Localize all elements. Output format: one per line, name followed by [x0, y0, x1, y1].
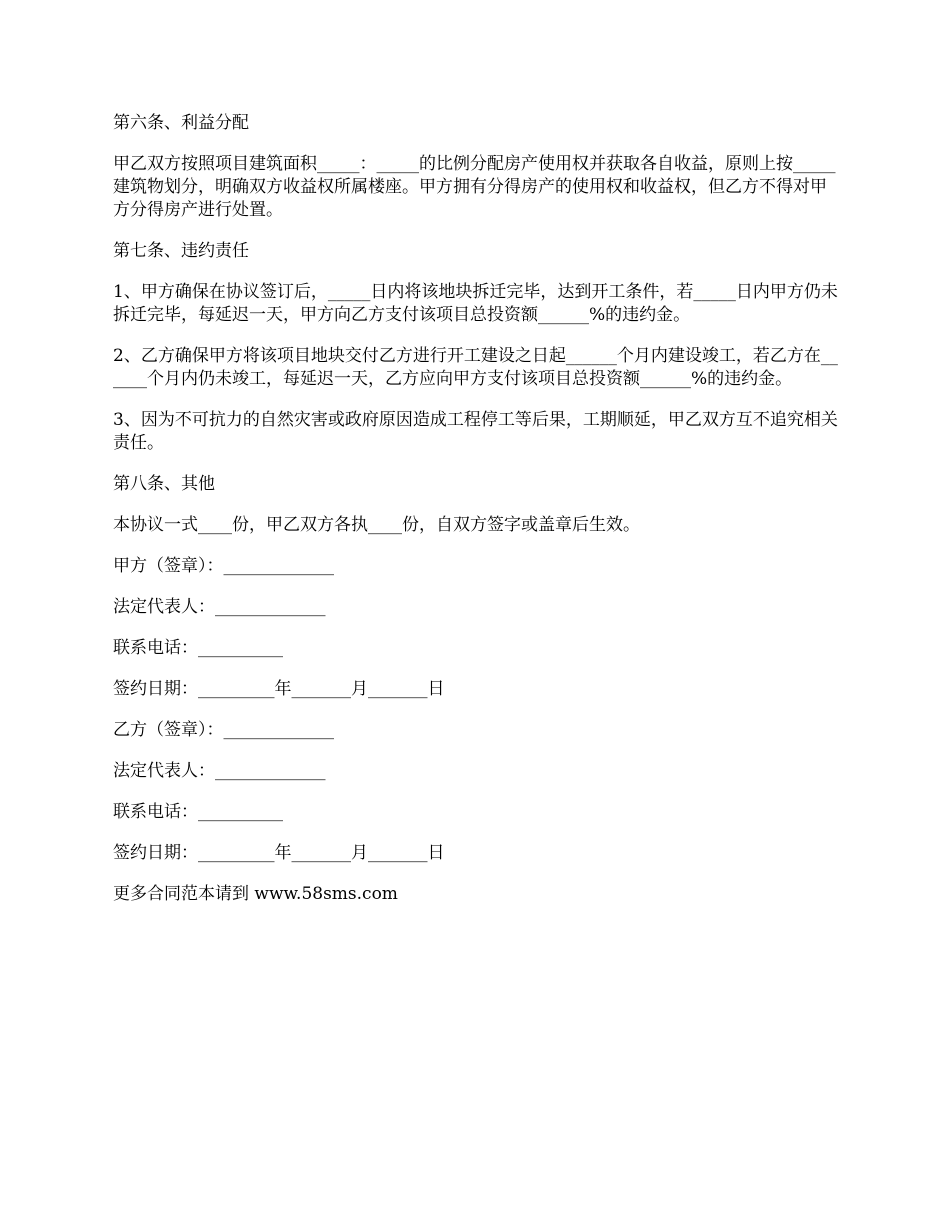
paragraph-profit-distribution: 甲乙双方按照项目建筑面积_____：_____的比例分配房产使用权并获取各自收益，原则上按_____建筑物划分，明确双方收益权所属楼座。甲方拥有分得房产的使用权和收益权，但乙方不得对甲方分得房产进行处置。: [113, 154, 836, 220]
section-heading-8: 第八条、其他: [113, 474, 215, 494]
paragraph-breach-3: 3、因为不可抗力的自然灾害或政府原因造成工程停工等后果，工期顺延，甲乙双方互不追究相关责任。: [113, 410, 838, 453]
party-a-legal-rep-line: 法定代表人：_____________: [113, 597, 326, 617]
paragraph-copies: 本协议一式____份，甲乙双方各执____份，自双方签字或盖章后生效。: [113, 515, 640, 535]
footer-more-templates: 更多合同范本请到 www.58sms.com: [113, 884, 398, 904]
party-b-legal-rep-line: 法定代表人：_____________: [113, 761, 326, 781]
section-heading-7: 第七条、违约责任: [113, 241, 249, 261]
paragraph-breach-1: 1、甲方确保在协议签订后，_____日内将该地块拆迁完毕，达到开工条件，若_____日内甲方仍未拆迁完毕，每延迟一天，甲方向乙方支付该项目总投资额______%的违约金。: [113, 282, 838, 325]
section-heading-6: 第六条、利益分配: [113, 113, 249, 133]
paragraph-breach-2: 2、乙方确保甲方将该项目地块交付乙方进行开工建设之日起______个月内建设竣工，若乙方在______个月内仍未竣工，每延迟一天，乙方应向甲方支付该项目总投资额______%的违约金。: [113, 346, 838, 389]
party-a-date-line: 签约日期：_________年_______月_______日: [113, 679, 445, 699]
party-b-signature-line: 乙方（签章）：_____________: [113, 720, 334, 740]
party-b-phone-line: 联系电话：__________: [113, 802, 283, 822]
party-a-signature-line: 甲方（签章）：_____________: [113, 556, 334, 576]
party-b-date-line: 签约日期：_________年_______月_______日: [113, 843, 445, 863]
party-a-phone-line: 联系电话：__________: [113, 638, 283, 658]
document-body: [113, 112, 843, 924]
